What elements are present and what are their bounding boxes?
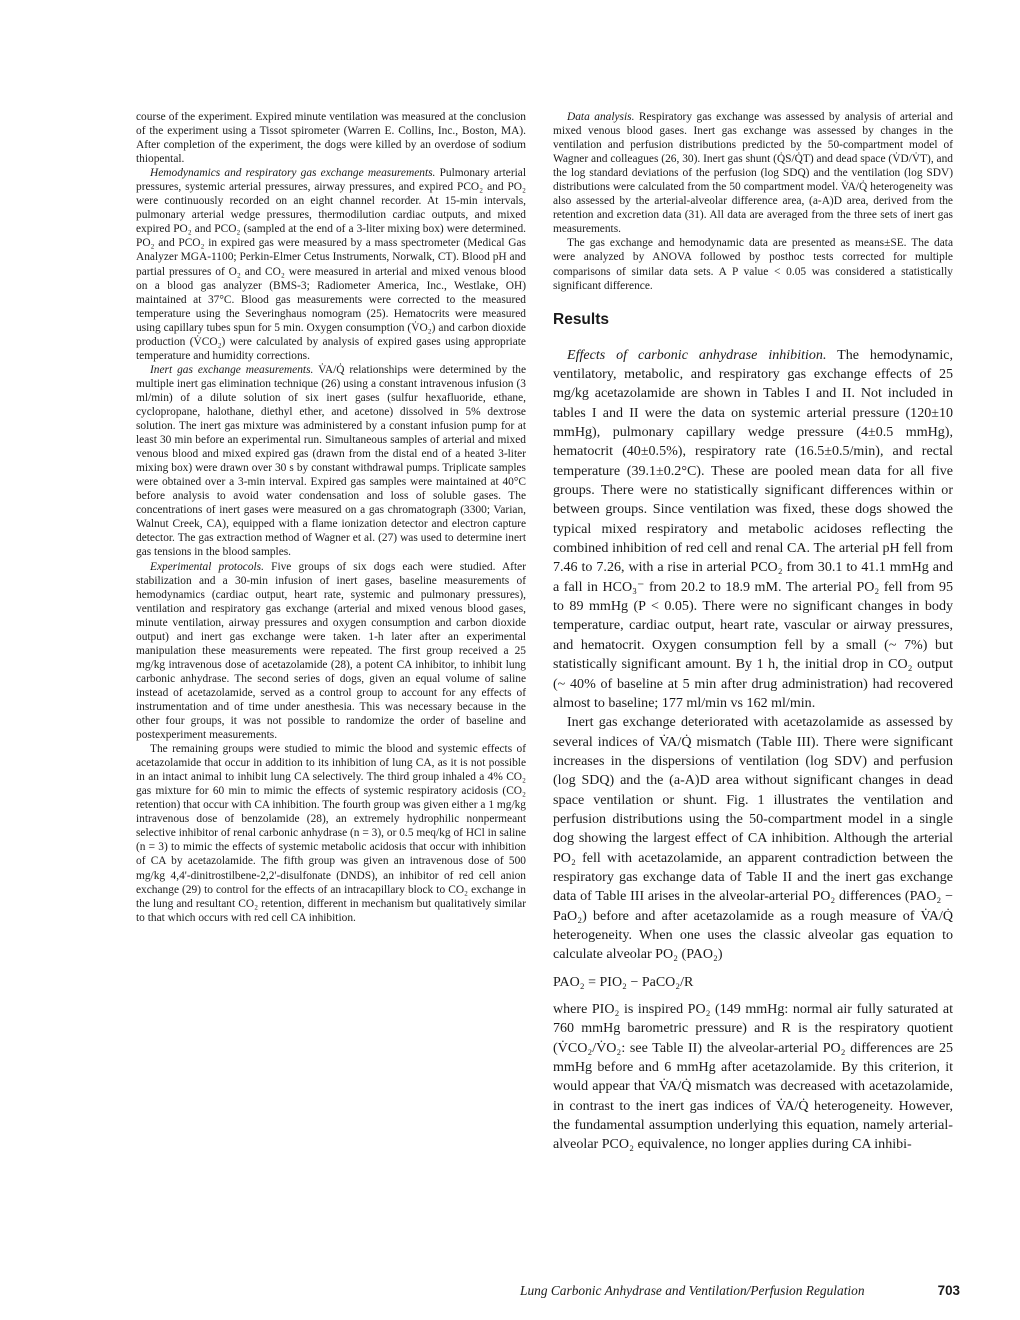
paragraph-ca-inhibition-body: The hemodynamic, ventilatory, metabolic, and respiratory gas exchange effects of 25 mg/kg acetazolamide are shown in Tables I and II. Not included in tables I and II were the data on systemic arterial pressure (120±10 mmHg), pulmonary capillary wedge pressure (4±0.5 mmHg), hematocrit (40±0.5%), respiratory rate (16.5±0.5/min), and rectal temperature (39.1±0.2°C). These are pooled mean data for all five groups. There were no statistically significant differences within or between groups. Since ventilation was fixed, these dogs showed the typical mixed respiratory and metabolic acidoses reflecting the combined inhibition of red cell and renal CA. The arterial pH fell from 7.46 to 7.26, with a rise in arterial PCO₂ from 30.1 to 41.1 mmHg and a fall in HCO₃⁻ from 20.2 to 18.9 mM. The arterial PO₂ fell from 95 to 89 mmHg (P < 0.05). There were no significant changes in body temperature, cardiac output, heart rate, vascular or airway pressures, and hematocrit. Oxygen consumption fell by a small (~ 7%) but statistically significant amount. By 1 h, the initial drop in CO₂ output (~ 40% of baseline at 5 min after drug administration) had recovered almost to baseline; 177 ml/min vs 162 ml/min.: [553, 346, 953, 711]
runin-heading-protocols: Experimental protocols.: [150, 560, 264, 573]
paragraph-equation-explanation: where PIO₂ is inspired PO₂ (149 mmHg: normal air fully saturated at 760 mmHg barometric pressure) and R is the respiratory quotient (V̇CO₂/V̇O₂: see Table II) the alveolar-arterial PO₂ differences are 25 mmHg before and 6 mmHg after acetazolamide. By this criterion, it would appear that V̇A/Q̇ mismatch was decreased with acetazolamide, in contrast to the inert gas indices of V̇A/Q̇ heterogeneity. However, the fundamental assumption underlying this equation, namely arterial-alveolar PCO₂ equivalence, no longer applies during CA inhibi-: [553, 1001, 953, 1153]
section-heading-results: Results: [553, 310, 609, 328]
results-body: [553, 346, 953, 1155]
paragraph-ca-inhibition: [553, 346, 953, 714]
paragraph-data-analysis-body: Respiratory gas exchange was assessed by analysis of arterial and mixed venous blood gases. Inert gas exchange was assessed by changes in the ventilation and perfusion distributions predicted by the 50-compartment model of Wagner and colleagues (26, 30). Inert gas shunt (Q̇S/Q̇T) and dead space (V̇D/V̇T), and the log standard deviations of the perfusion (log SDQ) and the ventilation (log SDV) distributions were calculated from the 50 compartment model. V̇A/Q̇ heterogeneity was also assessed by the arterial-alveolar difference area, (a-A)D area, derived from the retention and excretion data (31). All data are averaged from the three sets of inert gas measurements.: [553, 111, 953, 236]
alveolar-gas-equation: PAO₂ = PIO₂ − PaCO₂/R: [553, 974, 694, 990]
right-column: [553, 110, 953, 1155]
paragraph-hemodynamics-body: Pulmonary arterial pressures, systemic arterial pressures, airway pressures, and expired PCO₂ and PO₂ were continuously recorded on an eight channel recorder. At 15-min intervals, pulmonary arterial wedge pressures, thermodilution cardiac outputs, and mixed expired PO₂ and PCO₂ (sampled at the end of a 3-liter mixing box) were determined. PO₂ and PCO₂ in expired gas were measured by a mass spectrometer (Medical Gas Analyzer MGA-1100; Perkin-Elmer Cetus Instruments, Norwalk, CT). Blood pH and partial pressures of O₂ and CO₂ were measured in arterial and mixed venous blood on a blood gas analyzer (BMS-3; Radiometer America, Inc., Westlake, OH) maintained at 37°C. Blood gas measurements were corrected to the measured temperature using the Severinghaus nomogram (25). Hematocrits were measured using capillary tubes spun for 5 min. Oxygen consumption (V̇O₂) and carbon dioxide production (V̇CO₂) were calculated by analysis of expired gases using appropriate temperature and humidity corrections.: [136, 167, 526, 362]
page-number: 703: [937, 1283, 960, 1298]
paragraph-data-analysis: [553, 110, 953, 236]
runin-heading-data-analysis: Data analysis.: [567, 111, 635, 123]
paragraph-hemodynamics: [136, 166, 526, 363]
paragraph-statistics: The gas exchange and hemodynamic data are presented as means±SE. The data were analyzed by ANOVA followed by posthoc tests corrected for multiple comparisons of similar data sets. A P value < 0.05 was considered a statistically significant difference.: [553, 237, 953, 292]
left-column: [136, 110, 526, 925]
runin-heading-hemodynamics: Hemodynamics and respiratory gas exchange measurements.: [150, 167, 436, 180]
runin-heading-inert-gas: Inert gas exchange measurements.: [150, 363, 314, 376]
paragraph-remaining-groups: The remaining groups were studied to mimic the blood and systemic effects of acetazolamide that occur in addition to its inhibition of lung CA, as it is not possible in an intact animal to inhibit lung CA selectively. The third group inhaled a 4% CO₂ gas mixture for 60 min to mimic the effects of systemic respiratory acidosis (CO₂ retention) that occur with CA inhibition. The fourth group was given either a 1 mg/kg intravenous dose of benzolamide (28), an extremely hydrophilic nonpermeant selective inhibitor of renal carbonic anhydrase (n = 3), or 0.5 meq/kg of HCl in saline (n = 3) to mimic the effects of systemic metabolic acidosis that occur with inhibition of CA by acetazolamide. The fifth group was given an intravenous dose of 500 mg/kg 4,4'-dinitrostilbene-2,2'-disulfonate (DNDS), an inhibitor of red cell anion exchange (29) to control for the effects of an intracapillary block to CO₂ exchange in the lung and resultant CO₂ retention, different in mechanism but qualitatively similar to that which occurs with red cell CA inhibition.: [136, 743, 526, 924]
paragraph-inert-gas: [136, 363, 526, 560]
paragraph-inert-gas-deterioration: Inert gas exchange deteriorated with acetazolamide as assessed by several indices of V̇A/Q̇ mismatch (Table III). There were significant increases in the dispersions of ventilation (log SDV) and perfusion (log SDQ) and the (a-A)D area without significant changes in dead space ventilation or shunt. Fig. 1 illustrates the ventilation and perfusion distributions using the 50-compartment model in a single dog showing the largest effect of CA inhibition. Although the arterial PO₂ fell with acetazolamide, an apparent contradiction between the respiratory gas exchange data of Table II and the inert gas exchange data of Table III arises in the alveolar-arterial PO₂ differences (PAO₂ − PaO₂) before and after acetazolamide as a rough measure of V̇A/Q̇ heterogeneity. When one uses the classic alveolar gas equation to calculate alveolar PO₂ (PAO₂): [553, 714, 953, 963]
paragraph-inert-gas-body: V̇A/Q̇ relationships were determined by the multiple inert gas elimination technique (26) using a constant intravenous infusion (3 ml/min) of a dilute solution of six inert gases (sulfur hexafluoride, ethane, cyclopropane, halothane, diethyl ether, and acetone) dissolved in 5% dextrose solution. The inert gas mixture was administered by a constant infusion pump for at least 30 min before an experimental run. Simultaneous samples of arterial and mixed venous blood and mixed expired gas (drawn from the distal end of a heated 3-liter mixing box) were drawn over 30 s by constant withdrawal pumps. Triplicate samples were obtained over a 3-min interval. Expired gas samples were maintained at 40°C before analysis to avoid water condensation and loss of soluble gases. The concentrations of inert gases were measured on a gas chromatograph (3300; Varian, Walnut Creek, CA), equipped with a flame ionization detector and electron capture detector. The gas extraction method of Wagner et al. (27) was used to determine inert gas tensions in the blood samples.: [136, 363, 526, 559]
paragraph-protocols: [136, 560, 526, 743]
paragraph-protocols-body: Five groups of six dogs each were studied. After stabilization and a 30-min infusion of inert gases, baseline measurements of hemodynamics (cardiac output, heart rate, systemic and pulmonary pressures), ventilation and respiratory gas exchange (arterial and mixed venous blood gases, minute ventilation, airway pressures and oxygen consumption and carbon dioxide output) and inert gas exchange were taken. 1-h later after an experimental manipulation these measurements were repeated. The first group received a 25 mg/kg intravenous dose of acetazolamide (28), a potent CA inhibitor, to inhibit lung carbonic anhydrase. The second series of dogs, given an equal volume of saline instead of acetazolamide, served as a control group to account for any effects of instrumentation and of time under anesthesia. This was necessary because in the other four groups, it was not possible to randomize the order of baseline and postexperiment measurements.: [136, 560, 526, 742]
runin-heading-ca-inhibition: Effects of carbonic anhydrase inhibition.: [567, 346, 827, 363]
running-title: Lung Carbonic Anhydrase and Ventilation/Perfusion Regulation: [520, 1283, 865, 1298]
paragraph-continuation: course of the experiment. Expired minute ventilation was measured at the conclusion of the experiment using a Tissot spirometer (Warren E. Collins, Inc., Boston, MA). After completion of the experiment, the dogs were killed by an overdose of sodium thiopental.: [136, 111, 526, 166]
page-footer: [520, 1283, 960, 1299]
